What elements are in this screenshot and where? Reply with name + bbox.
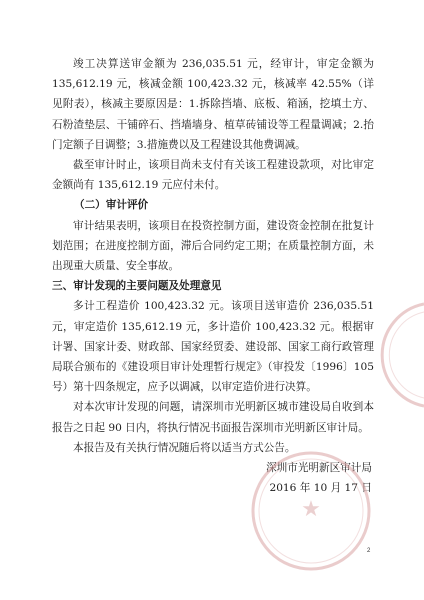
page-number: 2 [367,548,371,554]
signature-org: 深圳市光明新区审计局 [266,462,372,475]
section-2-title: （二）审计评价 [74,199,149,212]
svg-text:★: ★ [301,497,321,522]
paragraph-settlement: 竣工决算送审金额为 236,035.51 元，经审计，审定金额为 135,612.19 元，核减金额 100,423.32 元，核减率 42.55%（详见附表），核减主要原因是：1.拆除挡墙、底板、箱涵，挖填土方、石粉渣垫层、干铺碎石、挡墙墙身、植草砖铺设等工程量调减；2.抬门定额子目调整；3.措施费以及工程建设其他费调减。 [52,58,374,151]
section-3-paragraph-3: 本报告及有关执行情况随后将以适当方式公告。 [73,441,296,454]
signature-date: 2016 年 10 月 17 日 [269,482,372,495]
section-2-text: 审计结果表明，该项目在投资控制方面，建设资金控制在批复计划范围；在进度控制方面，滞后合同约定工期；在质量控制方面，未出现重大质量、安全事故。 [52,219,374,273]
section-3-paragraph-2: 对本次审计发现的问题，请深圳市光明新区城市建设局自收到本报告之日起 90 日内，将执行情况书面报告深圳市光明新区审计局。 [52,401,374,434]
paragraph-payment: 截至审计时止，该项目尚未支付有关该工程建设款项，对比审定金额尚有 135,612.19 元应付未付。 [52,159,374,192]
section-3-paragraph-1: 多计工程造价 100,423.32 元。该项目送审造价 236,035.51 元，审定造价 135,612.19 元，多计造价 100,423.32 元。根据审计署、国家计委、财政部、国家经贸委、建设部、国家工商行政管理局联合颁布的《建设项目审计处理暂行规定》（审投发〔1996〕105 号）第十四条规定，应予以调减，以审定造价进行决算。 [52,300,374,394]
section-3-title: 三、审计发现的主要问题及处理意见 [52,280,222,293]
document-body [52,54,374,498]
margin-seal-stamp [372,300,424,410]
